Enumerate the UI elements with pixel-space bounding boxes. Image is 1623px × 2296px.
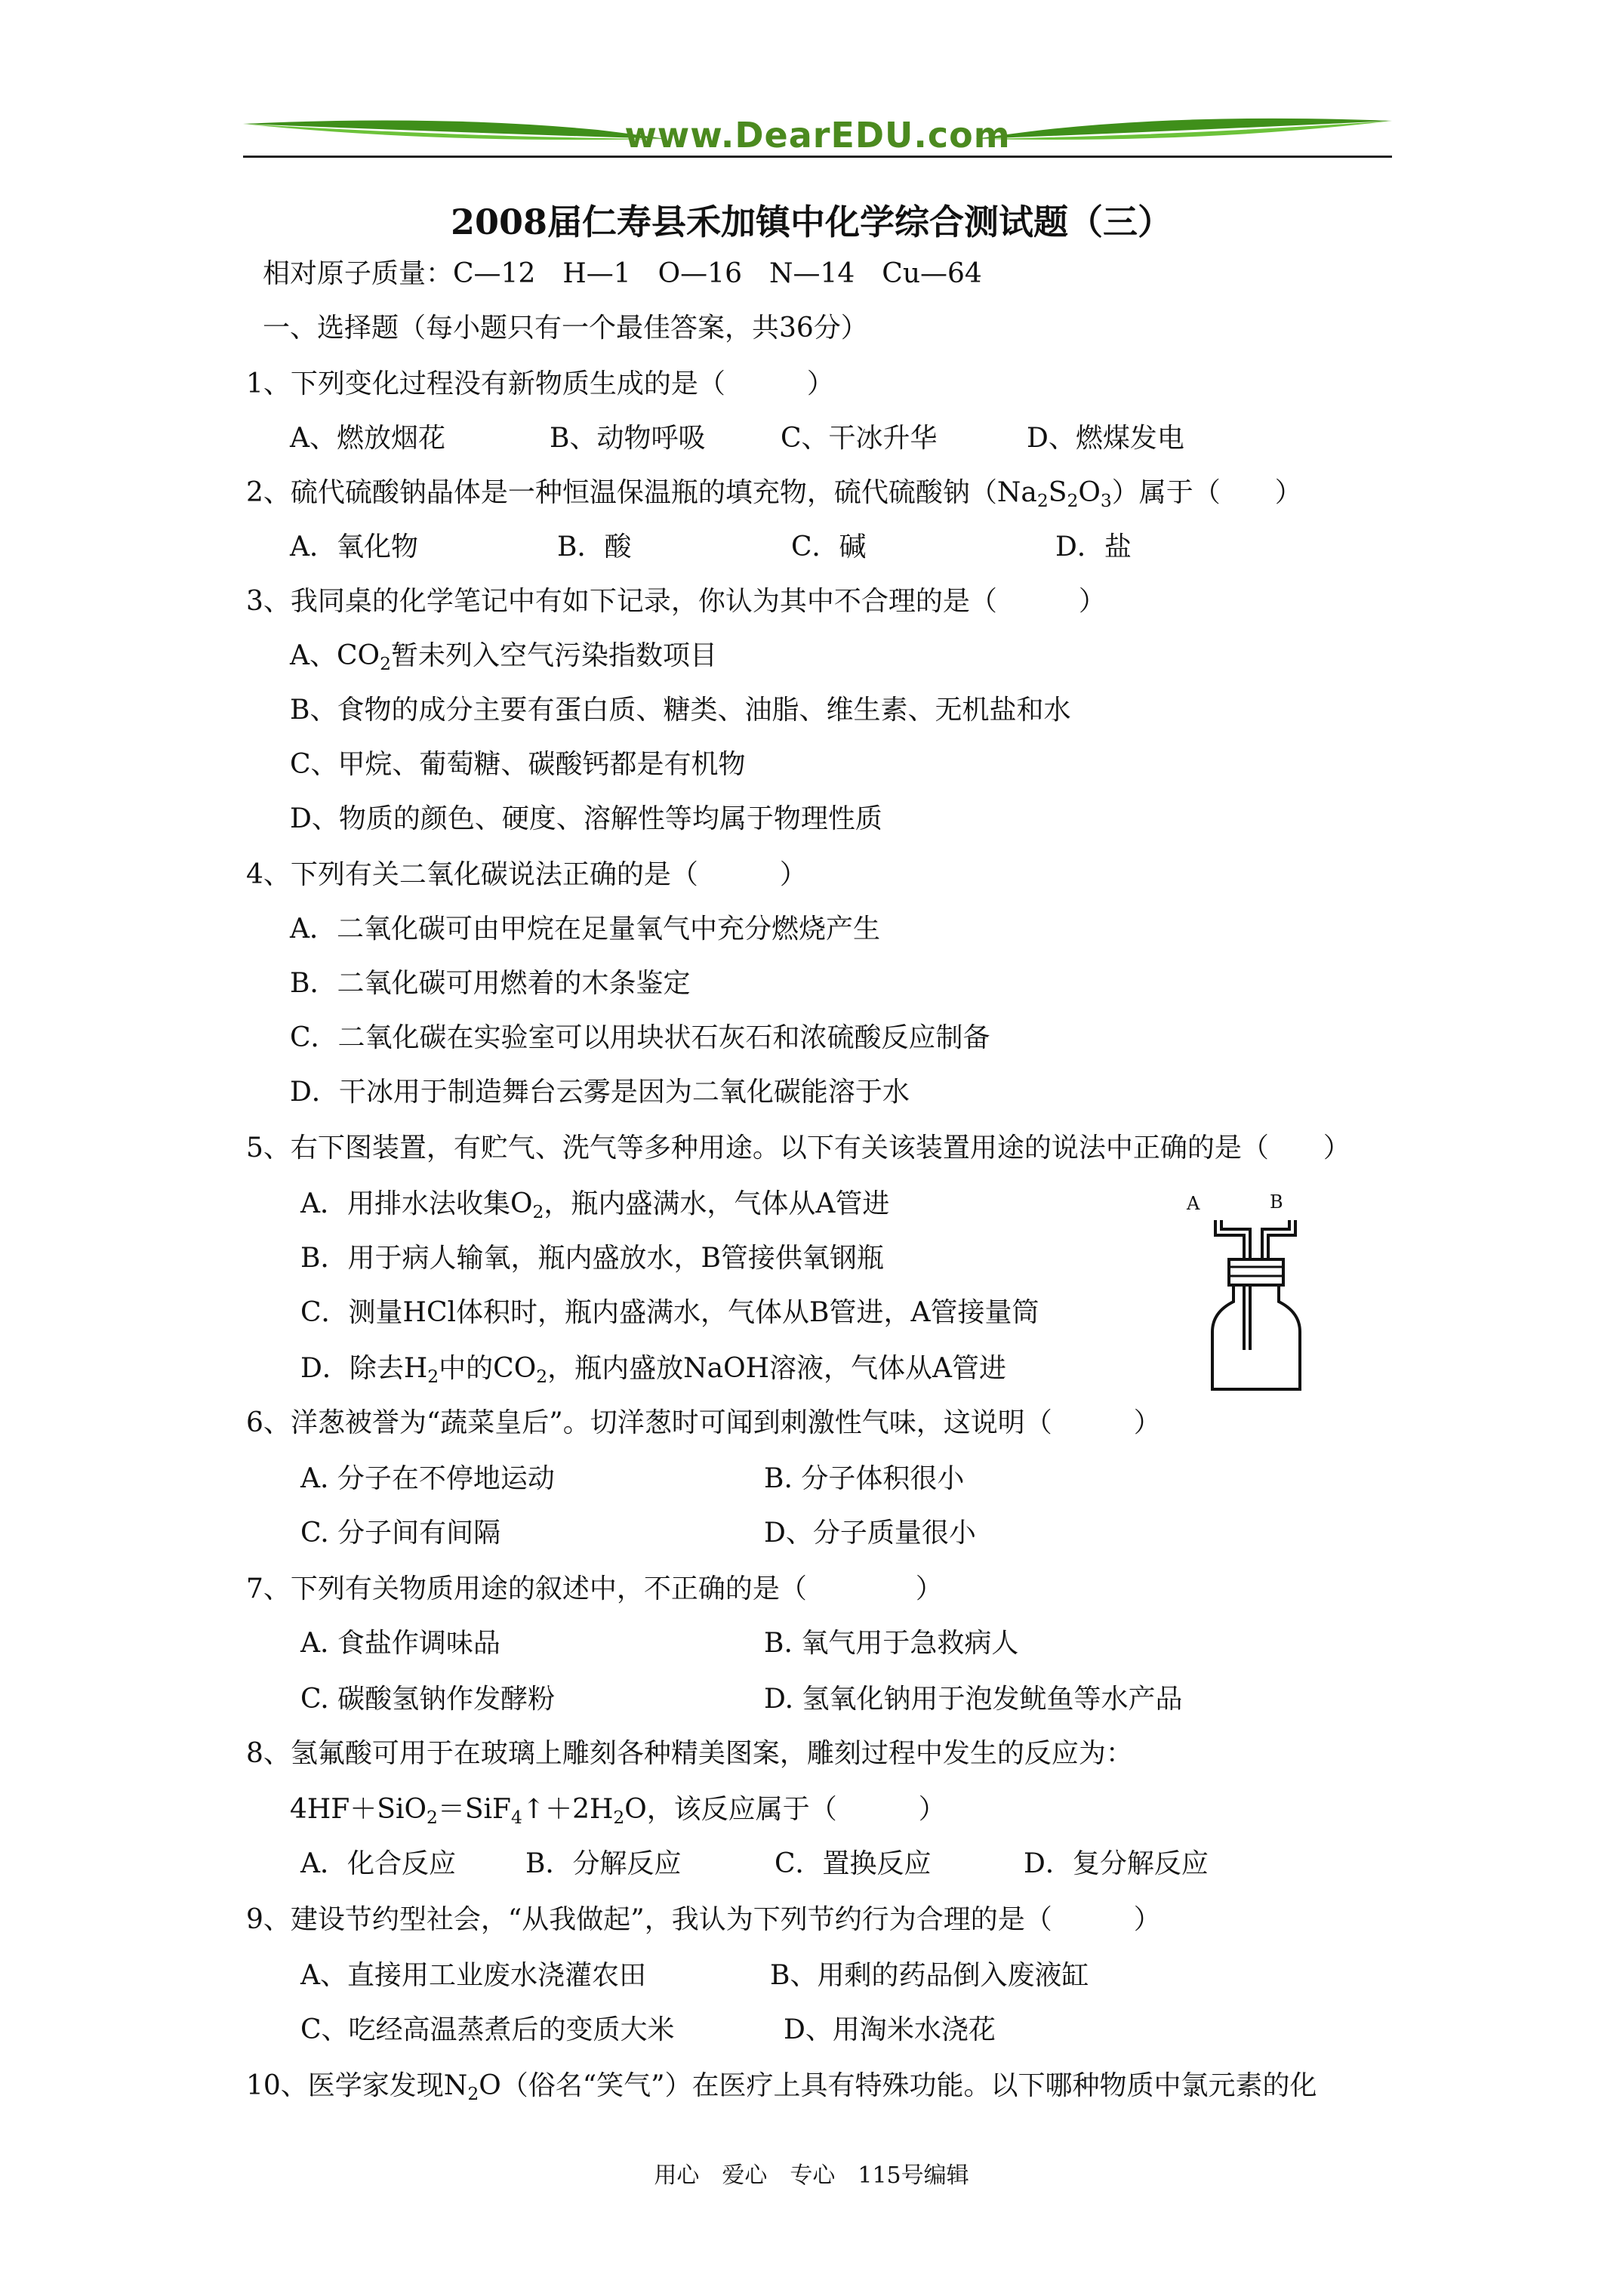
option-d: D、用淘米水浇花	[784, 2014, 996, 2045]
question-4-option-c: C．二氧化碳在实验室可以用块状石灰石和浓硫酸反应制备	[290, 1022, 990, 1053]
question-3-stem: 3、我同桌的化学笔记中有如下记录，你认为其中不合理的是（ ）	[246, 586, 1106, 617]
option-d: D. 氢氧化钠用于泡发鱿鱼等水产品	[764, 1684, 1183, 1715]
option-b: B、动物呼吸	[550, 423, 706, 454]
tube-label-a: A	[1187, 1193, 1200, 1214]
question-4-stem: 4、下列有关二氧化碳说法正确的是（ ）	[246, 859, 807, 890]
question-4-option-d: D．干冰用于制造舞台云雾是因为二氧化碳能溶于水	[290, 1077, 910, 1108]
option-d: D、分子质量很小	[764, 1518, 976, 1549]
question-9-stem: 9、建设节约型社会，“从我做起”，我认为下列节约行为合理的是（ ）	[246, 1904, 1161, 1935]
option-b: B．酸	[557, 532, 632, 562]
option-c: C. 分子间有间隔	[300, 1518, 501, 1549]
question-2-stem: 2、硫代硫酸钠晶体是一种恒温保温瓶的填充物，硫代硫酸钠$(Na_2S_2O_3)$属于（ ）	[246, 477, 1302, 512]
question-3-option-b: B、食物的成分主要有蛋白质、糖类、油脂、维生素、无机盐和水	[290, 695, 1071, 726]
option-d: D．复分解反应	[1024, 1848, 1209, 1879]
question-4-option-b: B．二氧化碳可用燃着的木条鉴定	[290, 968, 691, 999]
option-b: B、用剩的药品倒入废液缸	[770, 1960, 1089, 1991]
option-d: D．盐	[1055, 532, 1132, 562]
option-a: A、直接用工业废水浇灌农田	[300, 1960, 646, 1991]
header-divider	[243, 156, 1392, 158]
option-b: B. 分子体积很小	[764, 1463, 965, 1494]
question-8-equation: $4HF+SiO_2=SiF_4↑+2H_2O$，该反应属于（ ）	[290, 1794, 946, 1829]
question-3-option-a: A、$CO_2$暂未列入空气污染指数项目	[290, 640, 717, 675]
gas-washing-bottle-diagram	[1178, 1191, 1329, 1398]
question-3-option-d: D、物质的颜色、硬度、溶解性等均属于物理性质	[290, 803, 882, 834]
option-c: C．碱	[791, 532, 867, 562]
section-heading: 一、选择题（每小题只有一个最佳答案，共36分）	[263, 313, 868, 344]
question-5-stem: 5、右下图装置，有贮气、洗气等多种用途。以下有关该装置用途的说法中正确的是（ ）	[246, 1133, 1350, 1163]
option-a: A. 食盐作调味品	[300, 1628, 500, 1659]
site-header	[243, 113, 1392, 159]
question-5-option-d: D．除去$H_2$中的$CO_2$，瓶内盛放NaOH溶液，气体从A管进	[300, 1353, 1006, 1388]
gas-bottle-icon	[1178, 1191, 1329, 1395]
question-10-stem: 10、医学家发现$N_2O$（俗名“笑气”）在医疗上具有特殊功能。以下哪种物质中氯元素的化	[246, 2070, 1317, 2105]
option-d: D、燃煤发电	[1027, 423, 1184, 454]
page-title: 2008届仁寿县禾加镇中化学综合测试题（三）	[450, 202, 1173, 242]
question-1-stem: 1、下列变化过程没有新物质生成的是（ ）	[246, 368, 834, 399]
option-a: A. 分子在不停地运动	[300, 1463, 555, 1494]
question-5-option-c: C．测量HCl体积时，瓶内盛满水，气体从B管进，A管接量筒	[300, 1297, 1039, 1328]
option-c: C、干冰升华	[781, 423, 938, 454]
question-5-option-b: B．用于病人输氧，瓶内盛放水，B管接供氧钢瓶	[300, 1243, 884, 1274]
option-b: B．分解反应	[525, 1848, 682, 1879]
atomic-masses: 相对原子质量：C—12 H—1 O—16 N—14 Cu—64	[263, 258, 982, 289]
question-4-option-a: A．二氧化碳可由甲烷在足量氧气中充分燃烧产生	[290, 914, 880, 945]
tube-label-b: B	[1270, 1191, 1283, 1213]
site-name: www.DearEDU.com	[624, 115, 1011, 156]
option-c: C、吃经高温蒸煮后的变质大米	[300, 2014, 675, 2045]
question-5-option-a: A．用排水法收集$O_2$，瓶内盛满水，气体从A管进	[300, 1188, 890, 1223]
question-6-stem: 6、洋葱被誉为“蔬菜皇后”。切洋葱时可闻到刺激性气味，这说明（ ）	[246, 1407, 1161, 1438]
page-footer: 用心 爱心 专心 115号编辑	[654, 2162, 969, 2189]
option-a: A、燃放烟花	[290, 423, 445, 454]
question-7-stem: 7、下列有关物质用途的叙述中，不正确的是（ ）	[246, 1573, 943, 1604]
question-3-option-c: C、甲烷、葡萄糖、碳酸钙都是有机物	[290, 749, 746, 780]
option-a: A．化合反应	[300, 1848, 456, 1879]
option-c: C. 碳酸氢钠作发酵粉	[300, 1684, 556, 1715]
question-8-stem: 8、氢氟酸可用于在玻璃上雕刻各种精美图案，雕刻过程中发生的反应为：	[246, 1738, 1133, 1769]
option-a: A．氧化物	[290, 532, 418, 562]
option-b: B. 氧气用于急救病人	[764, 1628, 1019, 1659]
option-c: C．置换反应	[775, 1848, 932, 1879]
